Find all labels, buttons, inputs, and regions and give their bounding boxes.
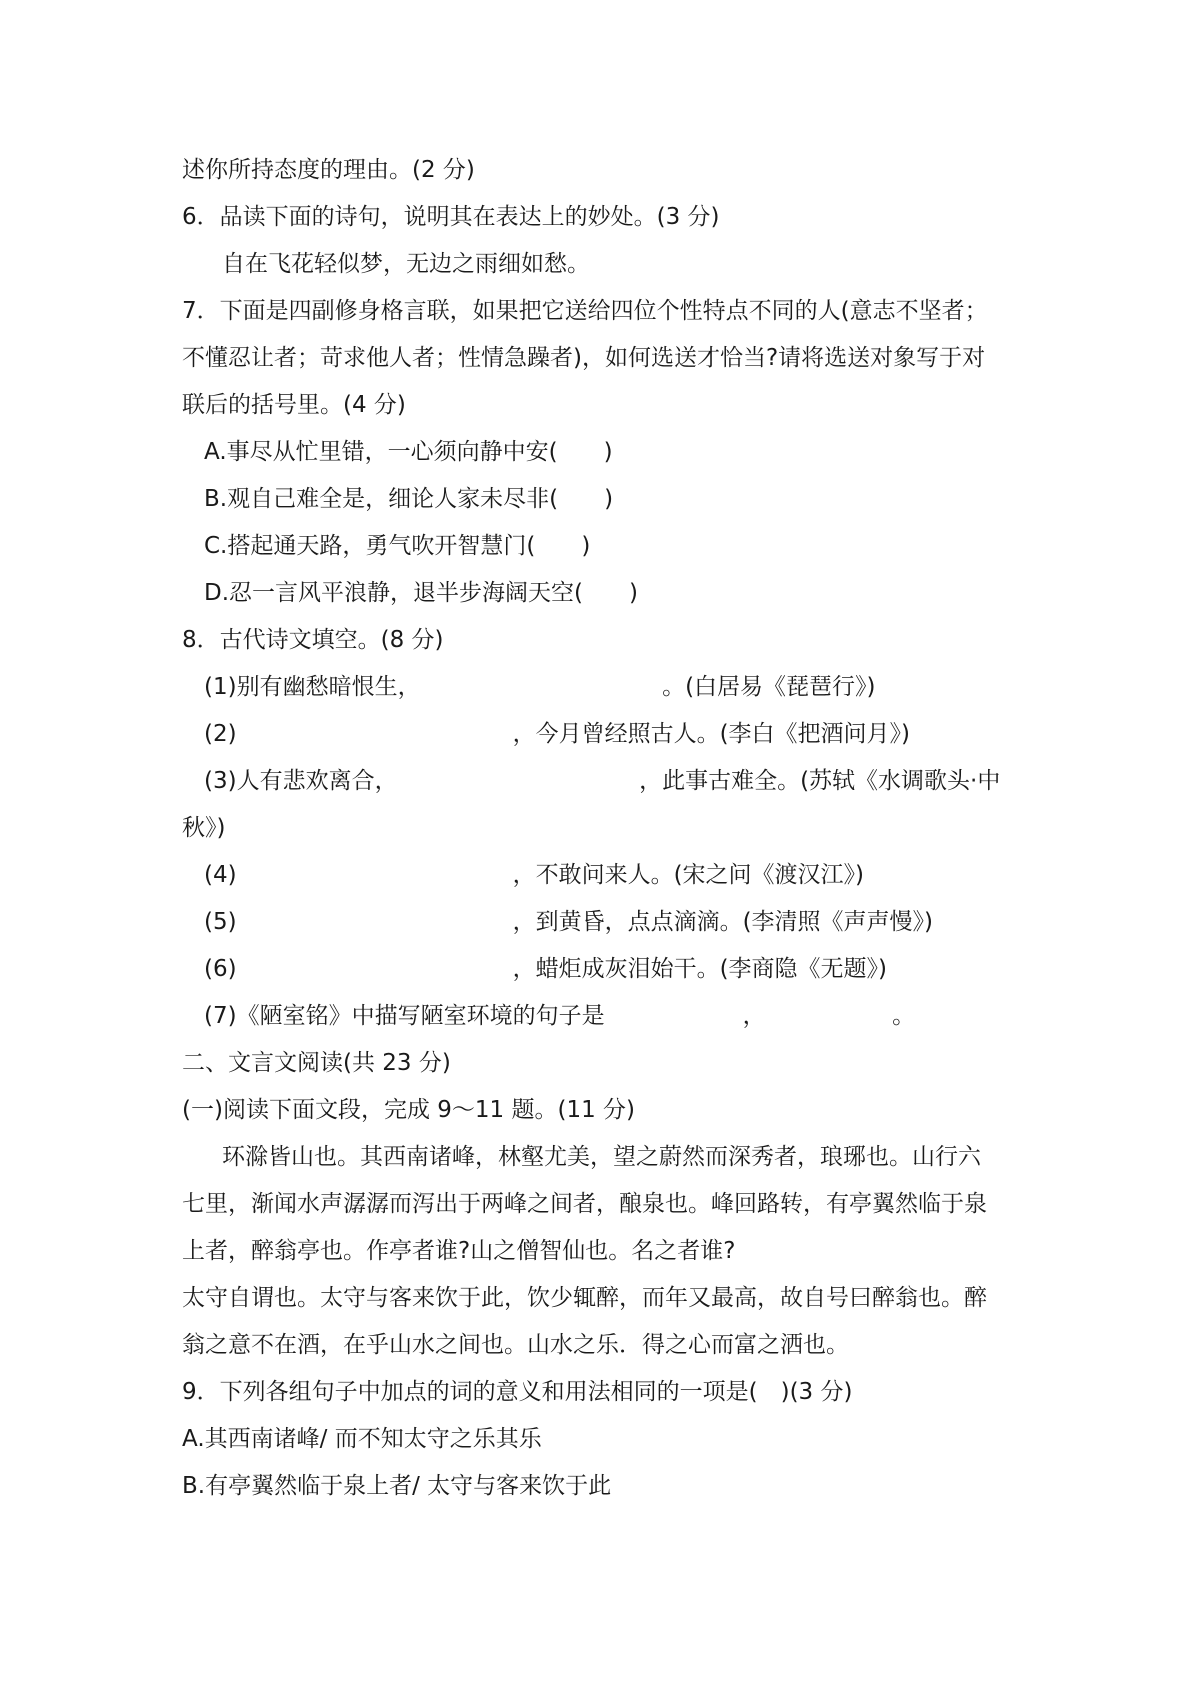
question-6: 6．品读下面的诗句，说明其在表达上的妙处。(3 分) [182, 204, 720, 230]
passage-line: 上者，醉翁亭也。作亭者谁?山之僧智仙也。名之者谁? [182, 1238, 736, 1264]
fill-blank-4: (4) ，不敢问来人。(宋之问《渡汉江》) [204, 862, 865, 888]
text-line: 秋》) [182, 815, 226, 841]
text-line: 述你所持态度的理由。(2 分) [182, 157, 475, 183]
fill-blank-1: (1)别有幽愁暗恨生， 。(白居易《琵琶行》) [204, 674, 876, 700]
fill-blank-7: (7)《陋室铭》中描写陋室环境的句子是 ， 。 [204, 1003, 916, 1029]
fill-blank-6: (6) ，蜡炬成灰泪始干。(李商隐《无题》) [204, 956, 888, 982]
question-8: 8．古代诗文填空。(8 分) [182, 627, 444, 653]
poem-line: 自在飞花轻似梦，无边之雨细如愁。 [222, 251, 590, 277]
text-line: 不懂忍让者；苛求他人者；性情急躁者)，如何选送才恰当?请将选送对象写于对 [182, 345, 986, 371]
question-7: 7．下面是四副修身格言联，如果把它送给四位个性特点不同的人(意志不坚者； [182, 298, 988, 324]
fill-blank-5: (5) ，到黄昏，点点滴滴。(李清照《声声慢》) [204, 909, 934, 935]
passage-line: 翁之意不在酒，在乎山水之间也。山水之乐．得之心而富之洒也。 [182, 1332, 849, 1358]
text-line: 联后的括号里。(4 分) [182, 392, 406, 418]
subsection-heading: (一)阅读下面文段，完成 9～11 题。(11 分) [182, 1097, 635, 1123]
fill-blank-3: (3)人有悲欢离合， ，此事古难全。(苏轼《水调歌头·中 [204, 768, 1001, 794]
question-9: 9．下列各组句子中加点的词的意义和用法相同的一项是( )(3 分) [182, 1379, 853, 1405]
option-b: B.观自己难全是，细论人家未尽非( ) [204, 486, 614, 512]
option-b: B.有亭翼然临于泉上者/ 太守与客来饮于此 [182, 1473, 612, 1499]
option-a: A.事尽从忙里错，一心须向静中安( ) [204, 439, 613, 465]
passage-line: 七里，渐闻水声潺潺而泻出于两峰之间者，酿泉也。峰回路转，有亭翼然临于泉 [182, 1191, 987, 1217]
option-d: D.忍一言风平浪静，退半步海阔天空( ) [204, 580, 638, 606]
fill-blank-2: (2) ，今月曾经照古人。(李白《把酒问月》) [204, 721, 911, 747]
option-c: C.搭起通天路，勇气吹开智慧门( ) [204, 533, 591, 559]
passage-line: 太守自谓也。太守与客来饮于此，饮少辄醉，而年又最高，故自号曰醉翁也。醉 [182, 1285, 987, 1311]
section-heading: 二、文言文阅读(共 23 分) [182, 1050, 451, 1076]
passage-line: 环滁皆山也。其西南诸峰，林壑尤美，望之蔚然而深秀者，琅琊也。山行六 [222, 1144, 981, 1170]
option-a: A.其西南诸峰/ 而不知太守之乐其乐 [182, 1426, 542, 1452]
